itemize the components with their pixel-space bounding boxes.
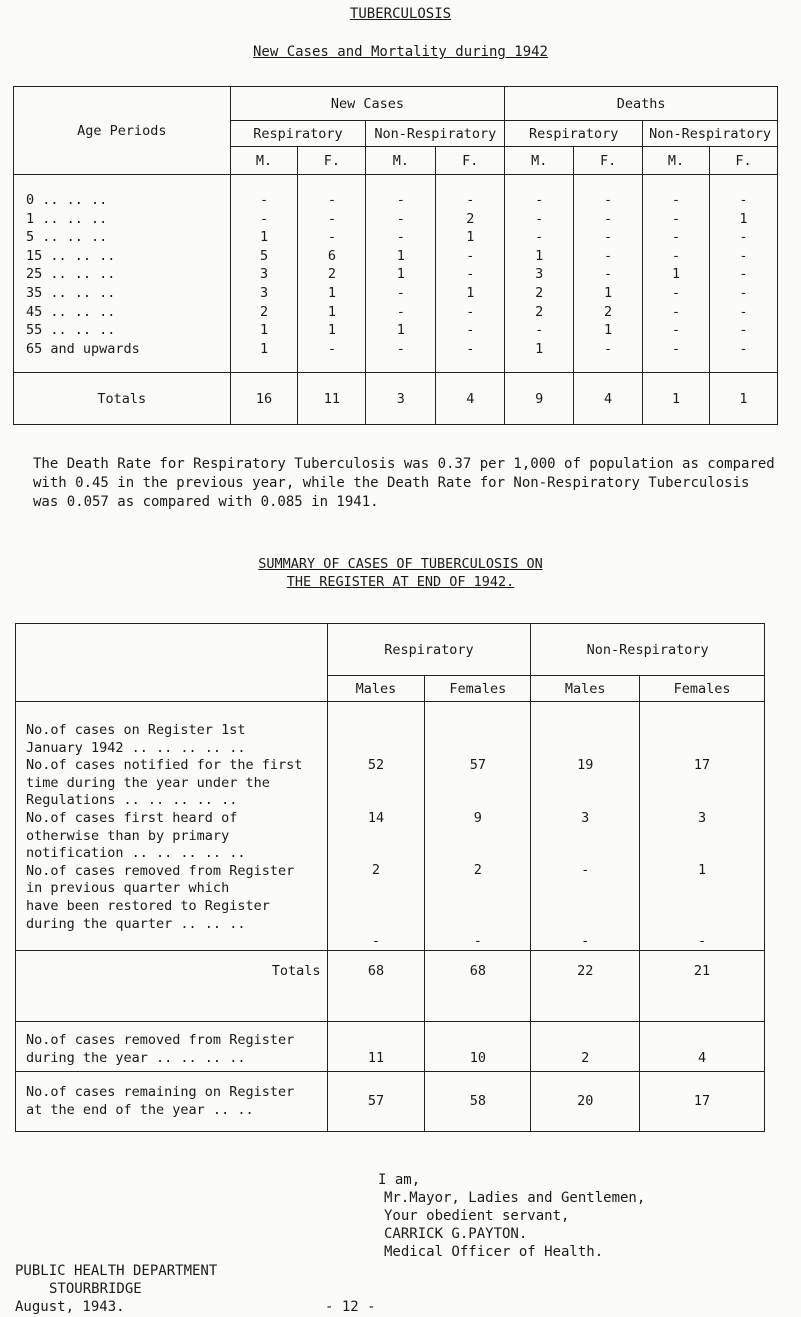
total-cell: 3 — [366, 373, 436, 425]
register-summary-table — [15, 623, 765, 1132]
new-nonresp-female-col — [436, 175, 505, 373]
value-cell: 9 — [473, 809, 482, 826]
value-cell: 19 — [577, 757, 594, 773]
value-cell: 1 — [327, 322, 336, 339]
desc-line: during the year .. .. .. .. — [26, 1049, 246, 1066]
value-cell: - — [327, 210, 336, 227]
value-cell: - — [739, 340, 748, 357]
age-period: 0 .. .. .. — [26, 192, 108, 208]
age-period: 35 .. .. .. — [26, 284, 116, 301]
value-cell: 3 — [581, 809, 590, 826]
remaining-cell: 17 — [640, 1072, 765, 1132]
value-cell: 2 — [604, 303, 613, 320]
page-title: TUBERCULOSIS — [349, 6, 452, 22]
sex-header-f: F. — [574, 147, 643, 175]
total-cell: 11 — [298, 373, 366, 425]
value-cell: 1 — [259, 340, 269, 357]
desc-line: No.of cases notified for the first — [26, 757, 303, 774]
value-cell: - — [466, 303, 475, 320]
remaining-cell: 20 — [531, 1072, 640, 1132]
value-cell: - — [535, 210, 544, 227]
summary-nonresp-header: Non-Respiratory — [531, 624, 765, 676]
total-cell: 22 — [531, 951, 640, 1022]
value-cell: 2 — [466, 210, 475, 227]
value-cell: - — [671, 247, 681, 264]
age-periods-header: Age Periods — [14, 87, 231, 175]
age-period: 15 .. .. .. — [26, 247, 116, 264]
total-cell: 68 — [327, 951, 425, 1022]
value-cell: - — [739, 247, 748, 264]
value-cell: 1 — [535, 340, 544, 357]
removed-cell: 2 — [531, 1022, 640, 1072]
value-cell: 1 — [259, 229, 269, 246]
resp-females-block — [425, 702, 531, 951]
summary-heading-line2: THE REGISTER AT END OF 1942. — [286, 574, 515, 590]
age-period: 55 .. .. .. — [26, 322, 116, 339]
value-cell: 57 — [469, 757, 486, 773]
desc-line: have been restored to Register — [26, 897, 270, 914]
value-cell: - — [581, 932, 590, 949]
desc-line: No.of cases remaining on Register — [26, 1084, 295, 1101]
females-header: Females — [640, 676, 765, 702]
value-cell: - — [396, 303, 405, 320]
desc-line: No.of cases first heard of — [26, 809, 238, 826]
value-cell: - — [466, 247, 475, 264]
desc-line: January 1942 .. .. .. .. .. — [26, 739, 246, 756]
value-cell: - — [396, 284, 405, 301]
department-name: PUBLIC HEALTH DEPARTMENT — [15, 1263, 218, 1279]
signatory-name: CARRICK G.PAYTON. — [384, 1226, 528, 1242]
value-cell: - — [604, 266, 613, 283]
value-cell: - — [604, 340, 613, 357]
value-cell: - — [396, 229, 405, 246]
new-nonresp-male-col — [366, 175, 436, 373]
value-cell: - — [466, 322, 475, 339]
page-number: - 12 - — [325, 1299, 376, 1315]
deaths-header: Deaths — [505, 87, 778, 121]
total-cell: 1 — [710, 373, 778, 425]
desc-line: in previous quarter which — [26, 880, 230, 897]
new-nonresp-header: Non-Respiratory — [366, 121, 505, 147]
males-header: Males — [327, 676, 425, 702]
value-cell: 3 — [259, 266, 269, 283]
value-cell: 2 — [259, 303, 269, 320]
sex-header-m: M. — [643, 147, 710, 175]
new-cases-header: New Cases — [230, 87, 505, 121]
desc-line: notification .. .. .. .. .. — [26, 845, 246, 862]
page-subtitle: New Cases and Mortality during 1942 — [252, 44, 548, 60]
value-cell: - — [327, 340, 336, 357]
signatory-title: Medical Officer of Health. — [384, 1244, 604, 1260]
new-resp-header: Respiratory — [230, 121, 366, 147]
value-cell: 1 — [327, 284, 336, 301]
value-cell: 2 — [473, 862, 482, 879]
value-cell: 1 — [259, 322, 269, 339]
summary-resp-header: Respiratory — [327, 624, 531, 676]
females-header: Females — [425, 676, 531, 702]
value-cell: - — [604, 192, 613, 208]
value-cell: 1 — [396, 266, 405, 283]
value-cell: - — [396, 210, 405, 227]
deaths-nonresp-header: Non-Respiratory — [643, 121, 778, 147]
total-cell: 4 — [436, 373, 505, 425]
value-cell: - — [371, 932, 381, 949]
remaining-cell: 58 — [425, 1072, 531, 1132]
value-cell: 1 — [466, 229, 475, 246]
value-cell: - — [604, 210, 613, 227]
value-cell: - — [739, 229, 748, 246]
value-cell: - — [671, 284, 681, 301]
removed-cell: 10 — [425, 1022, 531, 1072]
desc-line: No.of cases removed from Register — [26, 1032, 295, 1049]
value-cell: - — [396, 192, 405, 208]
value-cell: - — [466, 340, 475, 357]
deaths-resp-male-col — [505, 175, 574, 373]
value-cell: - — [739, 266, 748, 283]
value-cell: - — [671, 322, 681, 339]
value-cell: 1 — [604, 322, 613, 339]
report-date: August, 1943. — [15, 1299, 125, 1315]
value-cell: 1 — [327, 303, 336, 320]
value-cell: - — [466, 192, 475, 208]
value-cell: 3 — [259, 284, 269, 301]
total-cell: 68 — [425, 951, 531, 1022]
value-cell: - — [259, 192, 269, 208]
value-cell: - — [739, 303, 748, 320]
value-cell: 1 — [535, 247, 544, 264]
nonresp-females-block — [640, 702, 765, 951]
age-period: 65 and upwards — [26, 340, 140, 357]
value-cell: - — [581, 862, 590, 879]
new-resp-male-col — [230, 175, 298, 373]
value-cell: - — [327, 192, 336, 208]
value-cell: 1 — [671, 266, 681, 283]
summary-descriptions — [16, 702, 328, 951]
summary-blank-header — [16, 624, 328, 702]
removed-cell: 11 — [327, 1022, 425, 1072]
remaining-cell: 57 — [327, 1072, 425, 1132]
males-header: Males — [531, 676, 640, 702]
value-cell: - — [327, 229, 336, 246]
age-period: 25 .. .. .. — [26, 266, 116, 283]
value-cell: - — [671, 192, 681, 208]
new-cases-mortality-table — [13, 86, 778, 425]
value-cell: - — [259, 210, 269, 227]
value-cell: - — [466, 266, 475, 283]
sex-header-m: M. — [366, 147, 436, 175]
sex-header-f: F. — [436, 147, 505, 175]
deaths-nonresp-female-col — [710, 175, 778, 373]
value-cell: 14 — [367, 809, 385, 826]
sex-header-f: F. — [298, 147, 366, 175]
value-cell: - — [396, 340, 405, 357]
summary-totals-label: Totals — [16, 951, 328, 1022]
value-cell: - — [671, 210, 681, 227]
total-cell: 1 — [643, 373, 710, 425]
value-cell: - — [739, 284, 748, 301]
value-cell: 1 — [697, 862, 707, 879]
value-cell: - — [671, 303, 681, 320]
removed-cell: 4 — [640, 1022, 765, 1072]
deaths-resp-header: Respiratory — [505, 121, 643, 147]
totals-label: Totals — [14, 373, 231, 425]
total-cell: 21 — [640, 951, 765, 1022]
value-cell: 1 — [396, 247, 405, 264]
sex-header-m: M. — [505, 147, 574, 175]
closing-i-am: I am, — [378, 1172, 421, 1188]
closing-servant: Your obedient servant, — [384, 1208, 570, 1224]
desc-line: during the quarter .. .. .. — [26, 915, 246, 932]
value-cell: 2 — [327, 266, 336, 283]
total-cell: 4 — [574, 373, 643, 425]
value-cell: - — [604, 229, 613, 246]
value-cell: 6 — [327, 247, 336, 264]
age-period: 45 .. .. .. — [26, 303, 116, 320]
age-period: 1 .. .. .. — [26, 210, 108, 227]
removed-label — [16, 1022, 328, 1072]
value-cell: - — [739, 192, 748, 208]
value-cell: 1 — [466, 284, 475, 301]
value-cell: - — [671, 340, 681, 357]
age-periods-list — [14, 175, 231, 373]
value-cell: - — [697, 932, 707, 949]
age-period: 5 .. .. .. — [26, 229, 108, 246]
summary-heading-line1: SUMMARY OF CASES OF TUBERCULOSIS ON — [258, 556, 543, 572]
value-cell: 2 — [535, 303, 544, 320]
desc-line: time during the year under the — [26, 774, 270, 791]
total-cell: 16 — [230, 373, 298, 425]
value-cell: 5 — [259, 247, 269, 264]
desc-line: Regulations .. .. .. .. .. — [26, 792, 238, 809]
value-cell: 2 — [535, 284, 544, 301]
closing-salutation: Mr.Mayor, Ladies and Gentlemen, — [384, 1190, 646, 1206]
nonresp-males-block — [531, 702, 640, 951]
sex-header-m: M. — [230, 147, 298, 175]
desc-line: otherwise than by primary — [26, 827, 230, 844]
value-cell: 3 — [697, 809, 707, 826]
value-cell: 2 — [371, 862, 381, 879]
value-cell: - — [473, 932, 482, 949]
death-rate-paragraph: The Death Rate for Respiratory Tuberculosis was 0.37 per 1,000 of population as compared with 0.45 in the previous year, while the Death Rate for Non-Respiratory Tuberculosis was 0.057 as compared with 0.085 in 1941. — [33, 456, 775, 510]
total-cell: 9 — [505, 373, 574, 425]
sex-header-f: F. — [710, 147, 778, 175]
value-cell: 3 — [535, 266, 544, 283]
resp-males-block — [327, 702, 425, 951]
deaths-resp-female-col — [574, 175, 643, 373]
value-cell: - — [739, 322, 748, 339]
desc-line: No.of cases on Register 1st — [26, 722, 246, 738]
value-cell: 1 — [739, 210, 748, 227]
new-resp-female-col — [298, 175, 366, 373]
remaining-label — [16, 1072, 328, 1132]
value-cell: 52 — [367, 757, 385, 773]
desc-line: No.of cases removed from Register — [26, 862, 295, 879]
town-name: STOURBRIDGE — [49, 1281, 142, 1297]
value-cell: - — [671, 229, 681, 246]
value-cell: - — [604, 247, 613, 264]
value-cell: - — [535, 192, 544, 208]
deaths-nonresp-male-col — [643, 175, 710, 373]
value-cell: 1 — [604, 284, 613, 301]
value-cell: - — [535, 322, 544, 339]
desc-line: at the end of the year .. .. — [26, 1101, 254, 1118]
value-cell: 17 — [693, 757, 711, 773]
value-cell: - — [535, 229, 544, 246]
value-cell: 1 — [396, 322, 405, 339]
